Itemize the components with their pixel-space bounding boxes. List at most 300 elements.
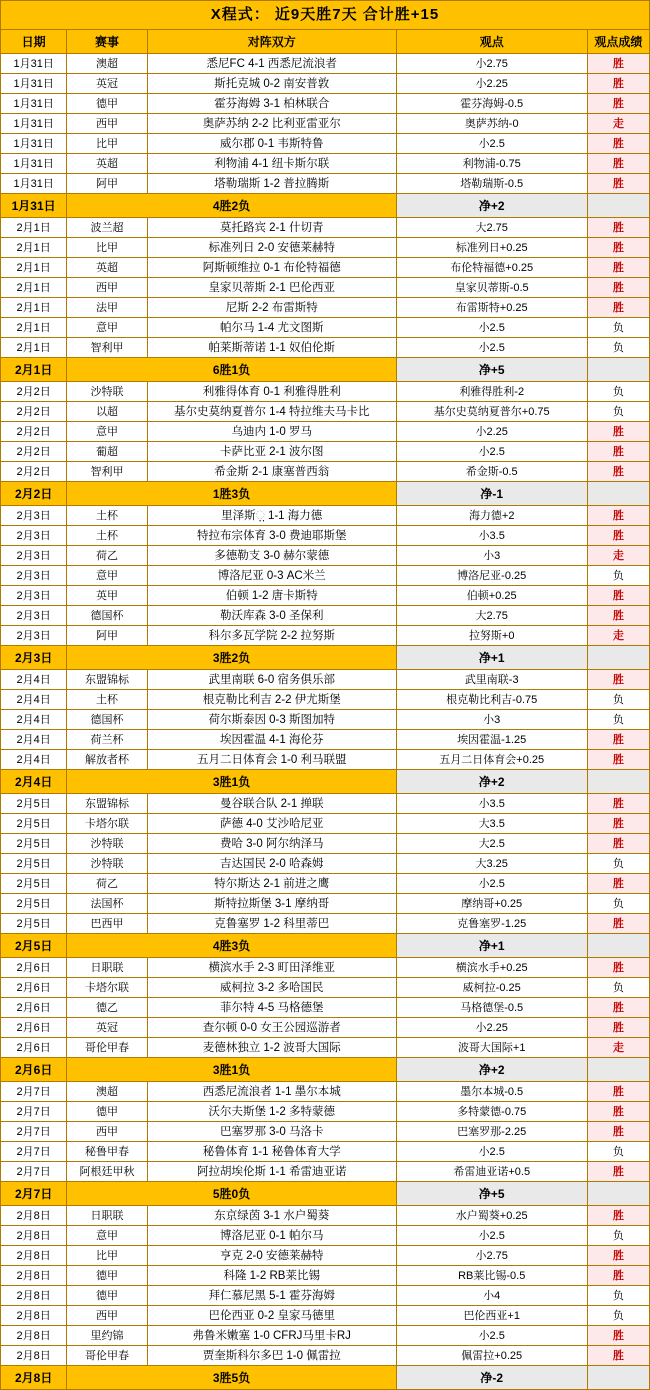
summary-spacer — [587, 482, 649, 506]
table-row — [1, 606, 650, 626]
cell-view: 布伦特福德+0.25 — [396, 258, 587, 278]
cell-league: 英冠 — [67, 1018, 147, 1038]
cell-date: 2月4日 — [1, 710, 67, 730]
summary-date: 2月6日 — [1, 1058, 67, 1082]
table-row — [1, 238, 650, 258]
cell-match: 利物浦 4-1 纽卡斯尔联 — [147, 154, 396, 174]
summary-net: 净+2 — [396, 770, 587, 794]
cell-view: 小3 — [396, 546, 587, 566]
cell-league: 日职联 — [67, 958, 147, 978]
table-row — [1, 1226, 650, 1246]
cell-date: 2月6日 — [1, 998, 67, 1018]
cell-match: 悉尼FC 4-1 西悉尼流浪者 — [147, 54, 396, 74]
header-result: 观点成绩 — [587, 30, 649, 54]
table-row — [1, 1306, 650, 1326]
cell-view: 佩雷拉+0.25 — [396, 1346, 587, 1366]
summary-date: 2月5日 — [1, 934, 67, 958]
table-row — [1, 690, 650, 710]
cell-date: 2月4日 — [1, 730, 67, 750]
summary-spacer — [587, 934, 649, 958]
cell-match: 科隆 1-2 RB莱比锡 — [147, 1266, 396, 1286]
table-row — [1, 566, 650, 586]
table-row — [1, 134, 650, 154]
summary-date: 2月4日 — [1, 770, 67, 794]
table-row — [1, 1326, 650, 1346]
summary-row — [1, 194, 650, 218]
cell-match: 巴塞罗那 3-0 马洛卡 — [147, 1122, 396, 1142]
cell-league: 德乙 — [67, 998, 147, 1018]
cell-match: 博洛尼亚 0-3 AC米兰 — [147, 566, 396, 586]
cell-view: 大2.5 — [396, 834, 587, 854]
table-row — [1, 442, 650, 462]
cell-view: 横滨水手+0.25 — [396, 958, 587, 978]
cell-result: 负 — [587, 1306, 649, 1326]
cell-result: 负 — [587, 894, 649, 914]
cell-date: 2月1日 — [1, 318, 67, 338]
cell-date: 2月5日 — [1, 854, 67, 874]
summary-record: 5胜0负 — [67, 1182, 396, 1206]
cell-league: 比甲 — [67, 134, 147, 154]
cell-league: 哥伦甲春 — [67, 1346, 147, 1366]
cell-result: 胜 — [587, 1206, 649, 1226]
cell-view: 小4 — [396, 1286, 587, 1306]
cell-result: 胜 — [587, 1102, 649, 1122]
cell-league: 英超 — [67, 154, 147, 174]
cell-date: 2月6日 — [1, 1038, 67, 1058]
cell-league: 土杯 — [67, 526, 147, 546]
cell-league: 英冠 — [67, 74, 147, 94]
cell-result: 胜 — [587, 258, 649, 278]
cell-result: 胜 — [587, 1162, 649, 1182]
cell-view: 小2.5 — [396, 1326, 587, 1346]
cell-view: 小2.25 — [396, 74, 587, 94]
cell-match: 科尔多瓦学院 2-2 拉努斯 — [147, 626, 396, 646]
cell-match: 克鲁塞罗 1-2 科里蒂巴 — [147, 914, 396, 934]
cell-match: 横滨水手 2-3 町田泽维亚 — [147, 958, 396, 978]
cell-match: 尼斯 2-2 布雷斯特 — [147, 298, 396, 318]
cell-league: 阿根廷甲秋 — [67, 1162, 147, 1182]
cell-result: 胜 — [587, 298, 649, 318]
cell-date: 2月2日 — [1, 462, 67, 482]
summary-row — [1, 1058, 650, 1082]
cell-result: 胜 — [587, 506, 649, 526]
cell-view: 小2.5 — [396, 1226, 587, 1246]
cell-date: 2月4日 — [1, 670, 67, 690]
cell-result: 胜 — [587, 1082, 649, 1102]
cell-result: 负 — [587, 978, 649, 998]
summary-net: 净-2 — [396, 1366, 587, 1390]
cell-result: 负 — [587, 402, 649, 422]
cell-view: 巴伦西亚+1 — [396, 1306, 587, 1326]
cell-view: 小3.5 — [396, 526, 587, 546]
cell-date: 2月5日 — [1, 874, 67, 894]
table-row — [1, 894, 650, 914]
cell-view: 马格德堡-0.5 — [396, 998, 587, 1018]
cell-league: 德甲 — [67, 1102, 147, 1122]
cell-match: 塔勒瑞斯 1-2 普拉腾斯 — [147, 174, 396, 194]
cell-league: 哥伦甲春 — [67, 1038, 147, 1058]
cell-date: 2月8日 — [1, 1246, 67, 1266]
cell-result: 负 — [587, 566, 649, 586]
cell-date: 2月5日 — [1, 894, 67, 914]
cell-match: 荷尔斯泰因 0-3 斯图加特 — [147, 710, 396, 730]
cell-date: 2月5日 — [1, 814, 67, 834]
cell-view: 皇家贝蒂斯-0.5 — [396, 278, 587, 298]
cell-result: 胜 — [587, 670, 649, 690]
cell-match: 拜仁慕尼黑 5-1 霍芬海姆 — [147, 1286, 396, 1306]
cell-match: 埃因霍温 4-1 海伦芬 — [147, 730, 396, 750]
cell-league: 沙特联 — [67, 854, 147, 874]
cell-league: 智利甲 — [67, 462, 147, 482]
cell-result: 胜 — [587, 1122, 649, 1142]
summary-date: 2月3日 — [1, 646, 67, 670]
table-row — [1, 854, 650, 874]
cell-date: 2月4日 — [1, 750, 67, 770]
summary-net: 净+1 — [396, 646, 587, 670]
cell-date: 2月7日 — [1, 1102, 67, 1122]
cell-league: 德甲 — [67, 1286, 147, 1306]
cell-league: 土杯 — [67, 690, 147, 710]
cell-league: 沙特联 — [67, 382, 147, 402]
cell-result: 胜 — [587, 174, 649, 194]
table-row — [1, 1266, 650, 1286]
cell-date: 2月1日 — [1, 238, 67, 258]
summary-spacer — [587, 1058, 649, 1082]
cell-view: 小2.5 — [396, 442, 587, 462]
table-row — [1, 1122, 650, 1142]
table-row — [1, 626, 650, 646]
header-match: 对阵双方 — [147, 30, 396, 54]
cell-date: 2月5日 — [1, 914, 67, 934]
cell-match: 查尔顿 0-0 女王公园巡游者 — [147, 1018, 396, 1038]
cell-league: 澳超 — [67, 54, 147, 74]
cell-result: 胜 — [587, 1266, 649, 1286]
table-row — [1, 710, 650, 730]
cell-league: 荷兰杯 — [67, 730, 147, 750]
cell-view: 海力德+2 — [396, 506, 587, 526]
cell-date: 2月3日 — [1, 506, 67, 526]
table-row — [1, 1246, 650, 1266]
table-row — [1, 526, 650, 546]
cell-date: 2月8日 — [1, 1266, 67, 1286]
cell-date: 2月6日 — [1, 978, 67, 998]
table-row — [1, 258, 650, 278]
cell-result: 胜 — [587, 442, 649, 462]
cell-match: 斯托克城 0-2 南安普敦 — [147, 74, 396, 94]
summary-record: 3胜1负 — [67, 770, 396, 794]
cell-league: 东盟锦标 — [67, 670, 147, 690]
cell-league: 智利甲 — [67, 338, 147, 358]
table-row — [1, 462, 650, 482]
cell-view: 巴塞罗那-2.25 — [396, 1122, 587, 1142]
cell-view: 小2.5 — [396, 318, 587, 338]
cell-date: 2月4日 — [1, 690, 67, 710]
table-row — [1, 1038, 650, 1058]
cell-league: 西甲 — [67, 114, 147, 134]
cell-result: 胜 — [587, 874, 649, 894]
cell-league: 英甲 — [67, 586, 147, 606]
cell-match: 秘鲁体育 1-1 秘鲁体育大学 — [147, 1142, 396, 1162]
table-row — [1, 914, 650, 934]
cell-result: 走 — [587, 546, 649, 566]
cell-result: 胜 — [587, 914, 649, 934]
table-row — [1, 750, 650, 770]
cell-date: 2月7日 — [1, 1082, 67, 1102]
cell-view: 利物浦-0.75 — [396, 154, 587, 174]
summary-date: 2月2日 — [1, 482, 67, 506]
page-title: X程式： 近9天胜7天 合计胜+15 — [1, 1, 650, 30]
summary-net: 净+2 — [396, 194, 587, 218]
cell-view: 波哥大国际+1 — [396, 1038, 587, 1058]
cell-date: 2月5日 — [1, 794, 67, 814]
cell-view: 布雷斯特+0.25 — [396, 298, 587, 318]
cell-date: 1月31日 — [1, 114, 67, 134]
cell-league: 法甲 — [67, 298, 147, 318]
cell-league: 东盟锦标 — [67, 794, 147, 814]
summary-spacer — [587, 194, 649, 218]
summary-row — [1, 482, 650, 506]
cell-view: 拉努斯+0 — [396, 626, 587, 646]
cell-league: 解放者杯 — [67, 750, 147, 770]
cell-result: 负 — [587, 382, 649, 402]
cell-view: 武里南联-3 — [396, 670, 587, 690]
cell-league: 土杯 — [67, 506, 147, 526]
cell-date: 2月2日 — [1, 382, 67, 402]
cell-date: 2月8日 — [1, 1226, 67, 1246]
cell-view: 埃因霍温-1.25 — [396, 730, 587, 750]
cell-league: 法国杯 — [67, 894, 147, 914]
cell-result: 胜 — [587, 586, 649, 606]
table-row — [1, 998, 650, 1018]
table-row — [1, 114, 650, 134]
cell-league: 意甲 — [67, 1226, 147, 1246]
table-row — [1, 154, 650, 174]
table-row — [1, 506, 650, 526]
cell-view: 奥萨苏纳-0 — [396, 114, 587, 134]
cell-league: 德国杯 — [67, 710, 147, 730]
cell-league: 秘鲁甲春 — [67, 1142, 147, 1162]
cell-match: 里泽斯಼ 1-1 海力德 — [147, 506, 396, 526]
cell-view: 根克勒比利吉-0.75 — [396, 690, 587, 710]
table-row — [1, 218, 650, 238]
summary-net: 净+5 — [396, 1182, 587, 1206]
table-row — [1, 318, 650, 338]
cell-view: 小2.5 — [396, 338, 587, 358]
table-row — [1, 94, 650, 114]
cell-view: 水户蜀葵+0.25 — [396, 1206, 587, 1226]
cell-league: 卡塔尔联 — [67, 978, 147, 998]
summary-net: 净+1 — [396, 934, 587, 958]
cell-date: 2月3日 — [1, 546, 67, 566]
cell-date: 2月3日 — [1, 526, 67, 546]
table-row — [1, 1082, 650, 1102]
cell-view: 希雷迪亚诺+0.5 — [396, 1162, 587, 1182]
cell-view: 希金斯-0.5 — [396, 462, 587, 482]
cell-league: 巴西甲 — [67, 914, 147, 934]
cell-league: 西甲 — [67, 278, 147, 298]
table-row — [1, 1162, 650, 1182]
summary-record: 3胜1负 — [67, 1058, 396, 1082]
cell-date: 2月2日 — [1, 402, 67, 422]
cell-view: 克鲁塞罗-1.25 — [396, 914, 587, 934]
summary-spacer — [587, 1366, 649, 1390]
cell-match: 标准列日 2-0 安德莱赫特 — [147, 238, 396, 258]
cell-match: 勒沃库森 3-0 圣保利 — [147, 606, 396, 626]
table-header-row — [1, 30, 650, 54]
cell-league: 西甲 — [67, 1306, 147, 1326]
table-row — [1, 338, 650, 358]
cell-view: 五月二日体育会+0.25 — [396, 750, 587, 770]
cell-result: 胜 — [587, 238, 649, 258]
cell-match: 阿拉胡埃伦斯 1-1 希雷迪亚诺 — [147, 1162, 396, 1182]
table-row — [1, 402, 650, 422]
header-league: 赛事 — [67, 30, 147, 54]
cell-match: 利雅得体育 0-1 利雅得胜利 — [147, 382, 396, 402]
cell-date: 2月3日 — [1, 566, 67, 586]
cell-view: 利雅得胜利-2 — [396, 382, 587, 402]
cell-match: 希金斯 2-1 康塞普西翁 — [147, 462, 396, 482]
cell-match: 沃尔夫斯堡 1-2 多特蒙德 — [147, 1102, 396, 1122]
cell-result: 胜 — [587, 154, 649, 174]
cell-result: 胜 — [587, 54, 649, 74]
cell-date: 2月8日 — [1, 1346, 67, 1366]
cell-match: 帕莱斯蒂诺 1-1 奴伯伦斯 — [147, 338, 396, 358]
cell-league: 日职联 — [67, 1206, 147, 1226]
cell-league: 以超 — [67, 402, 147, 422]
cell-view: RB莱比锡-0.5 — [396, 1266, 587, 1286]
cell-result: 胜 — [587, 422, 649, 442]
cell-league: 意甲 — [67, 422, 147, 442]
cell-view: 摩纳哥+0.25 — [396, 894, 587, 914]
cell-result: 胜 — [587, 606, 649, 626]
cell-match: 根克勒比利吉 2-2 伊尤斯堡 — [147, 690, 396, 710]
cell-result: 胜 — [587, 998, 649, 1018]
cell-result: 胜 — [587, 1326, 649, 1346]
table-row — [1, 814, 650, 834]
cell-league: 意甲 — [67, 318, 147, 338]
cell-league: 葡超 — [67, 442, 147, 462]
cell-match: 麦德林独立 1-2 波哥大国际 — [147, 1038, 396, 1058]
cell-match: 亨克 2-0 安德莱赫特 — [147, 1246, 396, 1266]
table-row — [1, 834, 650, 854]
cell-result: 负 — [587, 1142, 649, 1162]
summary-record: 3胜2负 — [67, 646, 396, 670]
cell-view: 大2.75 — [396, 606, 587, 626]
cell-match: 乌迪内 1-0 罗马 — [147, 422, 396, 442]
cell-result: 胜 — [587, 134, 649, 154]
cell-match: 特拉布宗体育 3-0 费迪耶斯堡 — [147, 526, 396, 546]
summary-record: 1胜3负 — [67, 482, 396, 506]
cell-view: 小2.5 — [396, 134, 587, 154]
cell-view: 标准列日+0.25 — [396, 238, 587, 258]
table-row — [1, 1142, 650, 1162]
cell-date: 2月7日 — [1, 1162, 67, 1182]
cell-match: 贾奎斯科尔多巴 1-0 佩雷拉 — [147, 1346, 396, 1366]
cell-match: 五月二日体育会 1-0 利马联盟 — [147, 750, 396, 770]
cell-date: 2月8日 — [1, 1306, 67, 1326]
cell-result: 胜 — [587, 462, 649, 482]
cell-date: 2月8日 — [1, 1206, 67, 1226]
cell-match: 吉达国民 2-0 哈森姆 — [147, 854, 396, 874]
cell-result: 胜 — [587, 1346, 649, 1366]
cell-result: 胜 — [587, 834, 649, 854]
summary-record: 6胜1负 — [67, 358, 396, 382]
cell-result: 胜 — [587, 794, 649, 814]
cell-view: 小2.75 — [396, 1246, 587, 1266]
cell-match: 斯特拉斯堡 3-1 摩纳哥 — [147, 894, 396, 914]
cell-result: 胜 — [587, 814, 649, 834]
cell-view: 大3.5 — [396, 814, 587, 834]
header-date: 日期 — [1, 30, 67, 54]
cell-view: 威柯拉-0.25 — [396, 978, 587, 998]
cell-view: 塔勒瑞斯-0.5 — [396, 174, 587, 194]
cell-result: 走 — [587, 1038, 649, 1058]
cell-date: 2月2日 — [1, 442, 67, 462]
cell-league: 德甲 — [67, 1266, 147, 1286]
cell-match: 威柯拉 3-2 多哈国民 — [147, 978, 396, 998]
table-row — [1, 546, 650, 566]
summary-date: 1月31日 — [1, 194, 67, 218]
cell-result: 走 — [587, 114, 649, 134]
summary-row — [1, 358, 650, 382]
summary-date: 2月1日 — [1, 358, 67, 382]
cell-date: 2月1日 — [1, 218, 67, 238]
cell-view: 小3.5 — [396, 794, 587, 814]
table-row — [1, 730, 650, 750]
cell-date: 2月8日 — [1, 1326, 67, 1346]
cell-view: 大3.25 — [396, 854, 587, 874]
cell-match: 帕尔马 1-4 尤文图斯 — [147, 318, 396, 338]
summary-spacer — [587, 358, 649, 382]
cell-date: 2月6日 — [1, 958, 67, 978]
cell-league: 波兰超 — [67, 218, 147, 238]
cell-view: 霍芬海姆-0.5 — [396, 94, 587, 114]
cell-league: 阿甲 — [67, 174, 147, 194]
cell-match: 博洛尼亚 0-1 帕尔马 — [147, 1226, 396, 1246]
cell-result: 负 — [587, 690, 649, 710]
summary-spacer — [587, 646, 649, 670]
cell-view: 小2.25 — [396, 422, 587, 442]
cell-result: 胜 — [587, 218, 649, 238]
cell-result: 负 — [587, 854, 649, 874]
summary-row — [1, 1366, 650, 1390]
summary-net: 净-1 — [396, 482, 587, 506]
cell-match: 弗鲁米嫩塞 1-0 CFRJ马里卡RJ — [147, 1326, 396, 1346]
cell-result: 胜 — [587, 730, 649, 750]
summary-row — [1, 646, 650, 670]
cell-date: 2月2日 — [1, 422, 67, 442]
cell-date: 2月1日 — [1, 258, 67, 278]
cell-league: 西甲 — [67, 1122, 147, 1142]
summary-spacer — [587, 1182, 649, 1206]
summary-record: 4胜2负 — [67, 194, 396, 218]
cell-league: 德国杯 — [67, 606, 147, 626]
cell-result: 负 — [587, 338, 649, 358]
cell-date: 1月31日 — [1, 74, 67, 94]
table-row — [1, 54, 650, 74]
cell-date: 2月8日 — [1, 1286, 67, 1306]
table-row — [1, 874, 650, 894]
cell-match: 曼谷联合队 2-1 掸联 — [147, 794, 396, 814]
cell-match: 特尔斯达 2-1 前进之鹰 — [147, 874, 396, 894]
cell-result: 负 — [587, 1226, 649, 1246]
cell-view: 基尔史莫纳夏普尔+0.75 — [396, 402, 587, 422]
cell-date: 2月1日 — [1, 298, 67, 318]
cell-view: 小3 — [396, 710, 587, 730]
cell-result: 胜 — [587, 750, 649, 770]
cell-view: 博洛尼亚-0.25 — [396, 566, 587, 586]
cell-league: 里约锦 — [67, 1326, 147, 1346]
